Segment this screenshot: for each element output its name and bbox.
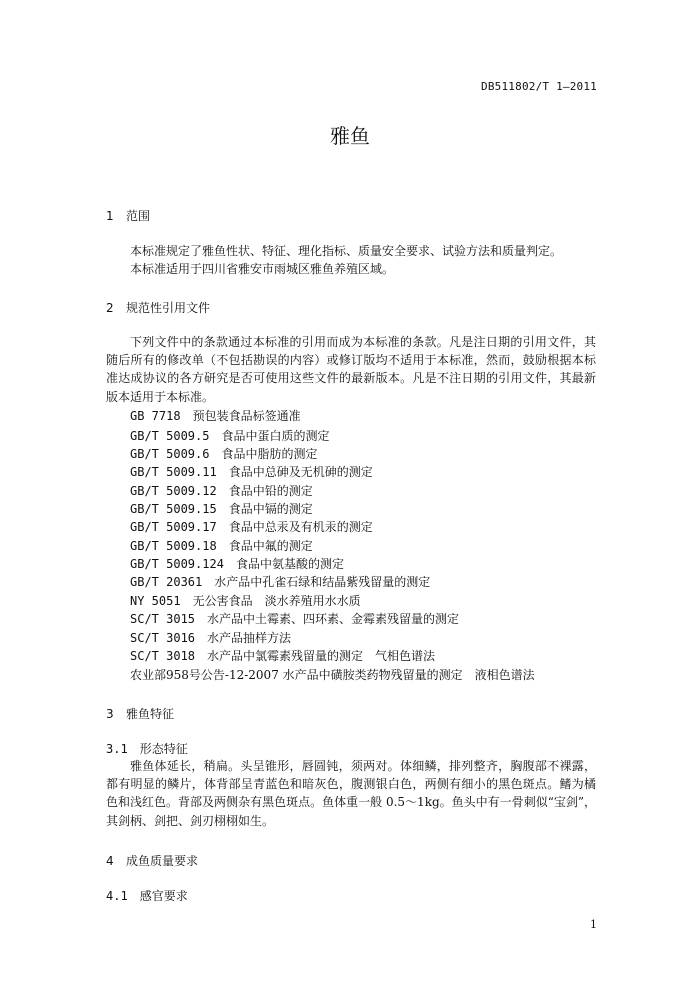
- section-2-intro: [106, 333, 596, 406]
- section-3-heading: [106, 705, 174, 722]
- section-title: 成鱼质量要求: [126, 854, 199, 868]
- section-number: 1: [106, 209, 114, 223]
- subsection-3-1-heading: 3.1 形态特征: [106, 742, 188, 756]
- section-1-body: [106, 242, 596, 278]
- subsection-4-1-heading: 4.1 感官要求: [106, 889, 188, 903]
- document-title: 雅鱼: [330, 124, 370, 148]
- reference-item: GB/T 5009.6 食品中脂肪的测定: [130, 447, 318, 461]
- paragraph: 雅鱼体延长，稍扁。头呈锥形，唇圆钝，须两对。体细鳞，排列整齐，胸腹部不裸露，都有明显的鳞片，体背部呈青蓝色和暗灰色，腹测银白色，两侧有细小的黑色斑点。鳍为橘色和浅红色。背部及两侧杂有黑色斑点。鱼体重一般 0.5～1kg。鱼头中有一骨刺似“宝剑”，其剑柄、剑把、剑刃栩栩如生。: [106, 759, 596, 828]
- reference-item: GB/T 5009.17 食品中总汞及有机汞的测定: [130, 520, 373, 534]
- reference-item: SC/T 3018 水产品中氯霉素残留量的测定 气相色谱法: [130, 649, 436, 663]
- section-4-heading: [106, 852, 198, 869]
- section-number: 4: [106, 854, 114, 868]
- section-number: 2: [106, 301, 114, 315]
- section-title: 规范性引用文件: [126, 301, 211, 315]
- reference-item: GB/T 5009.15 食品中镉的测定: [130, 502, 313, 516]
- reference-item: 农业部958号公告-12-2007 水产品中磺胺类药物残留量的测定 液相色谱法: [130, 668, 535, 682]
- section-title: 雅鱼特征: [126, 707, 175, 721]
- reference-item: GB/T 5009.18 食品中氟的测定: [130, 539, 313, 553]
- reference-item: GB/T 5009.12 食品中铅的测定: [130, 484, 313, 498]
- paragraph: 下列文件中的条款通过本标准的引用而成为本标准的条款。凡是注日期的引用文件，其随后所有的修改单（不包括勘误的内容）或修订版均不适用于本标准，然而，鼓励根据本标准达成协议的各方研究是否可使用这些文件的最新版本。凡是不注日期的引用文件，其最新版本适用于本标准。: [106, 335, 596, 404]
- reference-item: NY 5051 无公害食品 淡水养殖用水水质: [130, 594, 361, 608]
- section-title: 范围: [126, 209, 151, 223]
- subsection-3-1-body: [106, 757, 596, 830]
- reference-item: SC/T 3015 水产品中土霉素、四环素、金霉素残留量的测定: [130, 612, 460, 626]
- page-number: 1: [590, 918, 597, 931]
- reference-item: GB/T 5009.5 食品中蛋白质的测定: [130, 429, 330, 443]
- reference-item: GB/T 5009.11 食品中总砷及无机砷的测定: [130, 465, 373, 479]
- paragraph: 本标准规定了雅鱼性状、特征、理化指标、质量安全要求、试验方法和质量判定。: [130, 244, 563, 258]
- reference-item: SC/T 3016 水产品抽样方法: [130, 631, 292, 645]
- section-1-heading: [106, 207, 150, 224]
- section-2-heading: [106, 299, 210, 316]
- section-number: 3: [106, 707, 114, 721]
- document-code: DB511802/T 1—2011: [481, 80, 597, 93]
- reference-item: GB 7718 预包装食品标签通准: [130, 409, 301, 423]
- reference-item: GB/T 5009.124 食品中氨基酸的测定: [130, 557, 344, 571]
- reference-item: GB/T 20361 水产品中孔雀石绿和结晶紫残留量的测定: [130, 575, 431, 589]
- paragraph: 本标准适用于四川省雅安市雨城区雅鱼养殖区域。: [130, 262, 395, 277]
